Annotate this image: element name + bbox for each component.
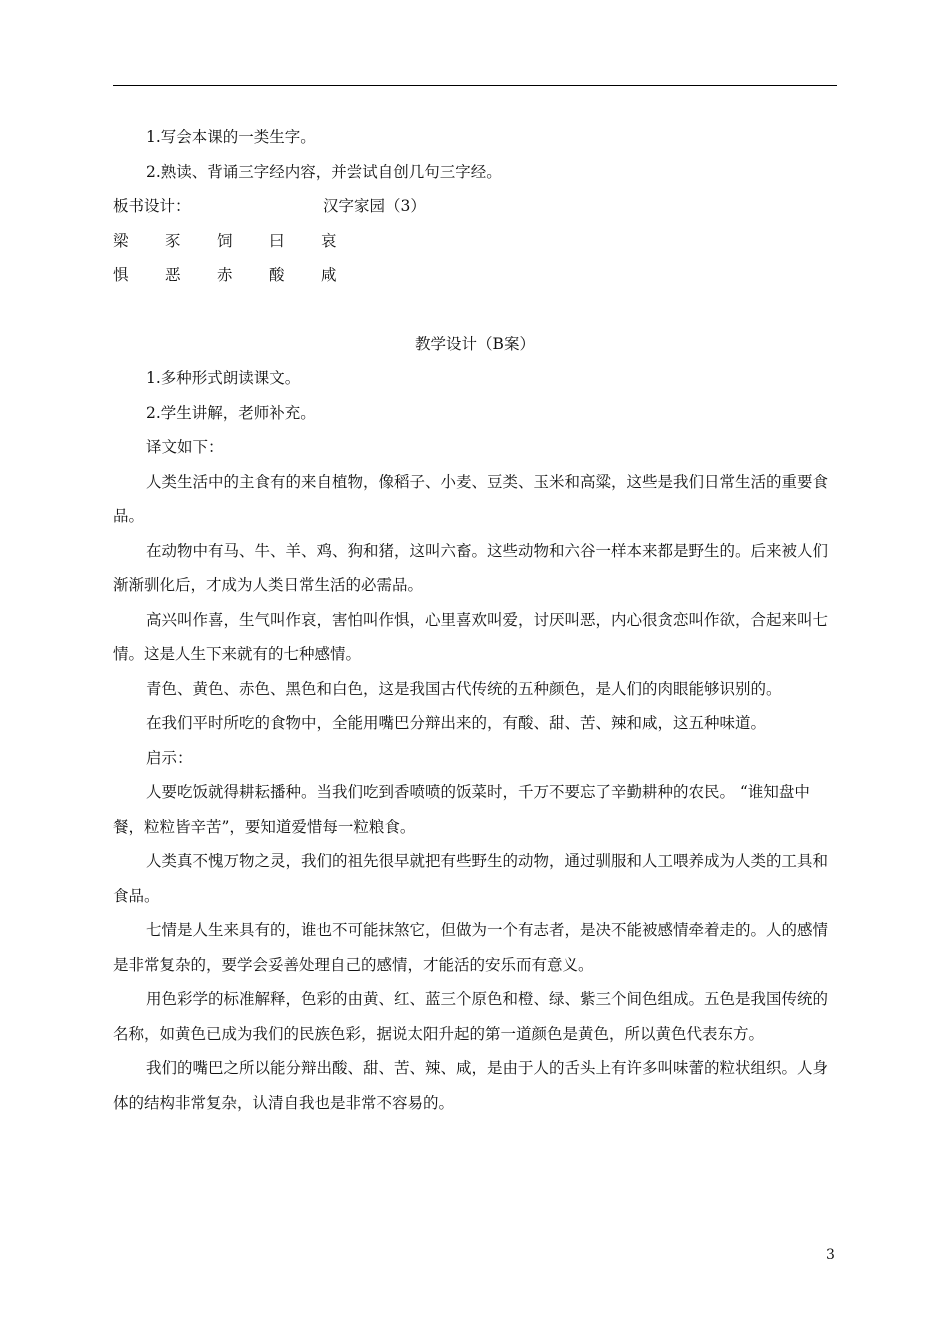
insight-paragraph: 用色彩学的标准解释，色彩的由黄、红、蓝三个原色和橙、绿、紫三个间色组成。五色是我国传统的名称，如黄色已成为我们的民族色彩，据说太阳升起的第一道颜色是黄色，所以黄色代表东方。 [113, 990, 829, 1043]
plan-a-item-2: 2.熟读、背诵三字经内容，并尝试自创几句三字经。 [146, 162, 502, 181]
board-char: 饲 [217, 231, 233, 250]
board-design-line [113, 189, 837, 224]
board-char: 哀 [321, 231, 337, 250]
translation-paragraph: 在动物中有马、牛、羊、鸡、狗和猪，这叫六畜。这些动物和六谷一样本来都是野生的。后来被人们渐渐驯化后，才成为人类日常生活的必需品。 [113, 541, 829, 594]
translation-paragraph: 在我们平时所吃的食物中，全能用嘴巴分辩出来的，有酸、甜、苦、辣和咸，这五种味道。 [146, 714, 767, 732]
insight-label: 启示： [146, 748, 193, 767]
document-body [113, 120, 837, 1120]
insight-paragraph: 人要吃饭就得耕耘播种。当我们吃到香喷喷的饭菜时，千万不要忘了辛勤耕种的农民。 “谁知盘中餐，粒粒皆辛苦”，要知道爱惜每一粒粮食。 [113, 783, 810, 836]
plan-b-item-1: 1.多种形式朗读课文。 [146, 369, 301, 387]
board-char: 酸 [269, 266, 285, 284]
plan-b-title: 教学设计（B案） [415, 334, 535, 353]
insight-paragraph: 人类真不愧万物之灵，我们的祖先很早就把有些野生的动物，通过驯服和人工喂养成为人类的工具和食品。 [113, 852, 829, 905]
plan-b-item-2: 2.学生讲解，老师补充。 [146, 403, 316, 422]
page-number: 3 [826, 1247, 835, 1263]
insight-paragraph: 我们的嘴巴之所以能分辩出酸、甜、苦、辣、咸，是由于人的舌头上有许多叫味蕾的粒状组织。人身体的结构非常复杂，认清自我也是非常不容易的。 [113, 1059, 829, 1112]
board-char: 恶 [165, 266, 181, 284]
board-char: 曰 [269, 231, 285, 250]
insight-paragraph: 七情是人生来具有的，谁也不可能抹煞它，但做为一个有志者，是决不能被感情牵着走的。人的感情是非常复杂的，要学会妥善处理自己的感情，才能活的安乐而有意义。 [113, 921, 829, 974]
board-design-title: 汉字家园（3） [323, 197, 426, 215]
board-char: 赤 [217, 266, 233, 284]
section-spacer [113, 293, 837, 327]
board-char: 梁 [113, 231, 129, 250]
board-char: 惧 [113, 266, 129, 284]
translation-paragraph: 高兴叫作喜，生气叫作哀，害怕叫作惧，心里喜欢叫爱，讨厌叫恶，内心很贪恋叫作欲，合起来叫七情。这是人生下来就有的七种感情。 [113, 610, 829, 663]
board-char: 咸 [321, 266, 337, 284]
plan-a-item-1: 1.写会本课的一类生字。 [146, 128, 316, 146]
board-char: 豕 [165, 231, 181, 250]
board-char-row-1 [113, 224, 837, 259]
board-char-row-2 [113, 258, 837, 293]
header-rule [113, 85, 837, 86]
translation-label: 译文如下： [146, 438, 224, 456]
board-design-label: 板书设计： [113, 197, 191, 215]
translation-paragraph: 青色、黄色、赤色、黑色和白色，这是我国古代传统的五种颜色，是人们的肉眼能够识别的。 [146, 679, 782, 698]
translation-paragraph: 人类生活中的主食有的来自植物，像稻子、小麦、豆类、玉米和高粱，这些是我们日常生活的重要食品。 [113, 472, 829, 525]
